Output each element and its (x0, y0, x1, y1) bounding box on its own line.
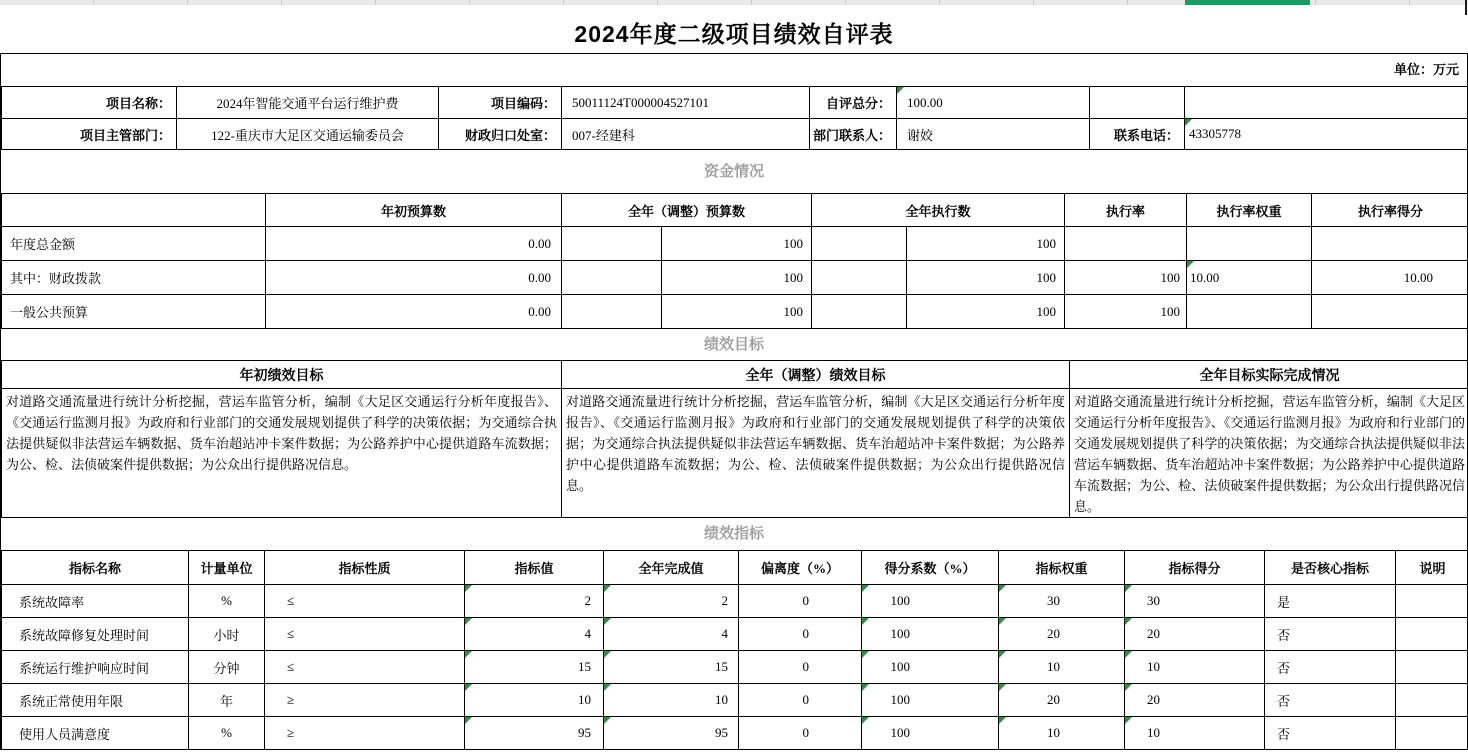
indicator-name: 系统运行维护响应时间 (2, 651, 189, 684)
rate-cell[interactable] (1065, 227, 1187, 261)
ind-header-deviation: 偏离度（%） (739, 551, 862, 585)
indicator-note[interactable] (1396, 651, 1468, 684)
indicator-core[interactable]: 否 (1265, 618, 1396, 651)
project-code-value[interactable]: 50011124T000004527101 (562, 87, 810, 119)
executed-cell[interactable]: 100 (907, 227, 1065, 261)
indicator-target[interactable]: 4 (465, 618, 604, 651)
contact-label: 部门联系人： (810, 119, 897, 150)
funding-row-label: 年度总金额 (2, 227, 266, 261)
project-name-value[interactable]: 2024年智能交通平台运行维护费 (177, 87, 439, 119)
indicator-note[interactable] (1396, 618, 1468, 651)
dept-value[interactable]: 122-重庆市大足区交通运输委员会 (177, 119, 439, 150)
funding-header-weight: 执行率权重 (1187, 194, 1312, 227)
funding-header-score: 执行率得分 (1312, 194, 1468, 227)
empty-cell[interactable] (1187, 295, 1312, 329)
empty-cell[interactable] (812, 295, 907, 329)
rate-score-cell[interactable] (1312, 227, 1468, 261)
funding-header-initial: 年初预算数 (266, 194, 562, 227)
phone-label: 联系电话： (1090, 119, 1185, 150)
empty-cell[interactable] (1090, 87, 1185, 119)
section-title-goals: 绩效目标 (703, 336, 764, 353)
indicator-weight[interactable]: 10 (999, 651, 1125, 684)
project-name-label: 项目名称： (2, 87, 177, 119)
funding-row-public (2, 295, 1468, 329)
indicator-name: 系统故障修复处理时间 (2, 618, 189, 651)
empty-cell[interactable] (1185, 87, 1468, 119)
indicators-header-row (2, 551, 1468, 585)
ind-header-note: 说明 (1396, 551, 1468, 585)
project-code-label: 项目编码： (439, 87, 562, 119)
indicator-unit[interactable]: 分钟 (189, 651, 265, 684)
adjusted-budget-cell[interactable]: 100 (662, 261, 812, 295)
goals-header-actual: 全年目标实际完成情况 (1070, 361, 1468, 389)
indicator-target[interactable]: 15 (465, 651, 604, 684)
indicator-note[interactable] (1396, 585, 1468, 618)
indicator-score[interactable]: 20 (1125, 618, 1265, 651)
info-row-1 (2, 87, 1468, 119)
indicator-name: 系统故障率 (2, 585, 189, 618)
indicator-coefficient[interactable]: 100 (862, 684, 999, 717)
indicator-deviation[interactable]: 0 (739, 684, 862, 717)
finance-office-value[interactable]: 007-经建科 (562, 119, 810, 150)
funding-header-rate: 执行率 (1065, 194, 1187, 227)
ind-header-weight: 指标权重 (999, 551, 1125, 585)
indicator-score[interactable]: 10 (1125, 651, 1265, 684)
funding-row-fiscal (2, 261, 1468, 295)
phone-value[interactable]: 43305778 (1185, 119, 1468, 150)
funding-header-blank (2, 194, 266, 227)
worksheet (0, 54, 1468, 750)
indicator-deviation[interactable]: 0 (739, 717, 862, 750)
goals-table (1, 360, 1468, 518)
initial-budget-cell[interactable]: 0.00 (266, 227, 562, 261)
selected-column-highlight[interactable] (1185, 0, 1310, 5)
project-info-table (1, 86, 1468, 150)
indicator-actual[interactable]: 95 (604, 717, 739, 750)
rate-cell[interactable]: 100 (1065, 295, 1187, 329)
ind-header-target: 指标值 (465, 551, 604, 585)
indicator-deviation[interactable]: 0 (739, 585, 862, 618)
funding-row-label: 其中：财政拨款 (2, 261, 266, 295)
indicator-actual[interactable]: 2 (604, 585, 739, 618)
ind-header-score: 指标得分 (1125, 551, 1265, 585)
unit-note: 单位：万元 (1393, 62, 1459, 77)
indicator-weight[interactable]: 20 (999, 618, 1125, 651)
funding-row-label: 一般公共预算 (2, 295, 266, 329)
indicator-nature[interactable]: ≥ (265, 684, 465, 717)
empty-cell[interactable] (1312, 295, 1468, 329)
empty-cell[interactable] (812, 261, 907, 295)
indicator-actual[interactable]: 4 (604, 618, 739, 651)
ind-header-coefficient: 得分系数（%） (862, 551, 999, 585)
indicator-coefficient[interactable]: 100 (862, 717, 999, 750)
goals-header-adjusted: 全年（调整）绩效目标 (562, 361, 1070, 389)
indicator-target[interactable]: 95 (465, 717, 604, 750)
adjusted-budget-cell[interactable]: 100 (662, 295, 812, 329)
indicator-target[interactable]: 10 (465, 684, 604, 717)
page-title: 2024年度二级项目绩效自评表 (574, 21, 894, 47)
indicator-score[interactable]: 20 (1125, 684, 1265, 717)
indicator-unit[interactable]: % (189, 717, 265, 750)
indicator-target[interactable]: 2 (465, 585, 604, 618)
finance-office-label: 财政归口处室： (439, 119, 562, 150)
executed-cell[interactable]: 100 (907, 295, 1065, 329)
info-row-2 (2, 119, 1468, 150)
rate-score-cell[interactable]: 10.00 (1312, 261, 1468, 295)
funding-table (1, 193, 1468, 329)
self-score-value[interactable]: 100.00 (897, 87, 1090, 119)
indicator-score[interactable]: 10 (1125, 717, 1265, 750)
indicator-row (2, 684, 1468, 717)
indicator-actual[interactable]: 15 (604, 651, 739, 684)
indicator-name: 系统正常使用年限 (2, 684, 189, 717)
section-title-funding: 资金情况 (703, 163, 764, 180)
initial-budget-cell[interactable]: 0.00 (266, 261, 562, 295)
indicator-deviation[interactable]: 0 (739, 651, 862, 684)
ind-header-name: 指标名称 (2, 551, 189, 585)
empty-cell[interactable] (562, 295, 662, 329)
goal-initial-text[interactable]: 对道路交通流量进行统计分析挖掘，营运车监管分析，编制《大足区交通运行分析年度报告》、《交通运行监测月报》为政府和行业部门的交通发展规划提供了科学的决策依据；为交通综合执法提供疑似非法营运车辆数据、货车治超站冲卡案件数据；为公路养护中心提供道路车流数据；为公、检、法侦破案件提供数据；为公众出行提供路况信息。 (2, 389, 562, 518)
indicator-weight[interactable]: 20 (999, 684, 1125, 717)
indicator-core[interactable]: 否 (1265, 651, 1396, 684)
section-title-indicators: 绩效指标 (703, 525, 764, 542)
funding-row-total (2, 227, 1468, 261)
indicator-coefficient[interactable]: 100 (862, 651, 999, 684)
indicator-unit[interactable]: 小时 (189, 618, 265, 651)
indicator-unit[interactable]: 年 (189, 684, 265, 717)
goal-adjusted-text[interactable]: 对道路交通流量进行统计分析挖掘，营运车监管分析，编制《大足区交通运行分析年度报告》、《交通运行监测月报》为政府和行业部门的交通发展规划提供了科学的决策依据；为交通综合执法提供疑似非法营运车辆数据、货车治超站冲卡案件数据；为公路养护中心提供道路车流数据；为公、检、法侦破案件提供数据；为公众出行提供路况信息。 (562, 389, 1070, 518)
goal-actual-text[interactable]: 对道路交通流量进行统计分析挖掘，营运车监管分析，编制《大足区交通运行分析年度报告》、《交通运行监测月报》为政府和行业部门的交通发展规划提供了科学的决策依据；为交通综合执法提供疑似非法营运车辆数据、货车治超站冲卡案件数据；为公路养护中心提供道路车流数据；为公、检、法侦破案件提供数据；为公众出行提供路况信息。 (1070, 389, 1468, 518)
indicator-deviation[interactable]: 0 (739, 618, 862, 651)
rate-weight-cell[interactable]: 10.00 (1187, 261, 1312, 295)
indicator-weight[interactable]: 10 (999, 717, 1125, 750)
indicator-nature[interactable]: ≤ (265, 651, 465, 684)
indicator-row (2, 651, 1468, 684)
dept-label: 项目主管部门： (2, 119, 177, 150)
indicator-unit[interactable]: % (189, 585, 265, 618)
indicator-nature[interactable]: ≥ (265, 717, 465, 750)
indicator-nature[interactable]: ≤ (265, 585, 465, 618)
indicator-core[interactable]: 否 (1265, 717, 1396, 750)
goals-header-row (2, 361, 1468, 389)
empty-cell[interactable] (812, 227, 907, 261)
indicator-note[interactable] (1396, 717, 1468, 750)
indicator-coefficient[interactable]: 100 (862, 618, 999, 651)
ind-header-unit: 计量单位 (189, 551, 265, 585)
executed-cell[interactable]: 100 (907, 261, 1065, 295)
funding-header-adjusted: 全年（调整）预算数 (562, 194, 812, 227)
indicator-core[interactable]: 否 (1265, 684, 1396, 717)
indicator-actual[interactable]: 10 (604, 684, 739, 717)
ind-header-core: 是否核心指标 (1265, 551, 1396, 585)
indicator-row (2, 717, 1468, 750)
indicator-core[interactable]: 是 (1265, 585, 1396, 618)
indicator-weight[interactable]: 30 (999, 585, 1125, 618)
indicators-table (1, 550, 1468, 750)
indicator-row (2, 618, 1468, 651)
rate-cell[interactable]: 100 (1065, 261, 1187, 295)
form-title-bar (0, 5, 1468, 54)
indicator-row (2, 585, 1468, 618)
spreadsheet-column-header-strip (0, 0, 1468, 5)
goals-body-row (2, 389, 1468, 518)
sheet-right-edge (1465, 0, 1467, 15)
funding-header-executed: 全年执行数 (812, 194, 1065, 227)
contact-value[interactable]: 谢姣 (897, 119, 1090, 150)
indicator-score[interactable]: 30 (1125, 585, 1265, 618)
adjusted-budget-cell[interactable]: 100 (662, 227, 812, 261)
ind-header-actual: 全年完成值 (604, 551, 739, 585)
rate-weight-cell[interactable] (1187, 227, 1312, 261)
indicator-nature[interactable]: ≤ (265, 618, 465, 651)
indicator-note[interactable] (1396, 684, 1468, 717)
indicator-name: 使用人员满意度 (2, 717, 189, 750)
empty-cell[interactable] (562, 227, 662, 261)
indicator-coefficient[interactable]: 100 (862, 585, 999, 618)
goals-header-initial: 年初绩效目标 (2, 361, 562, 389)
ind-header-nature: 指标性质 (265, 551, 465, 585)
initial-budget-cell[interactable]: 0.00 (266, 295, 562, 329)
funding-header-row (2, 194, 1468, 227)
empty-cell[interactable] (562, 261, 662, 295)
self-score-label: 自评总分： (810, 87, 897, 119)
